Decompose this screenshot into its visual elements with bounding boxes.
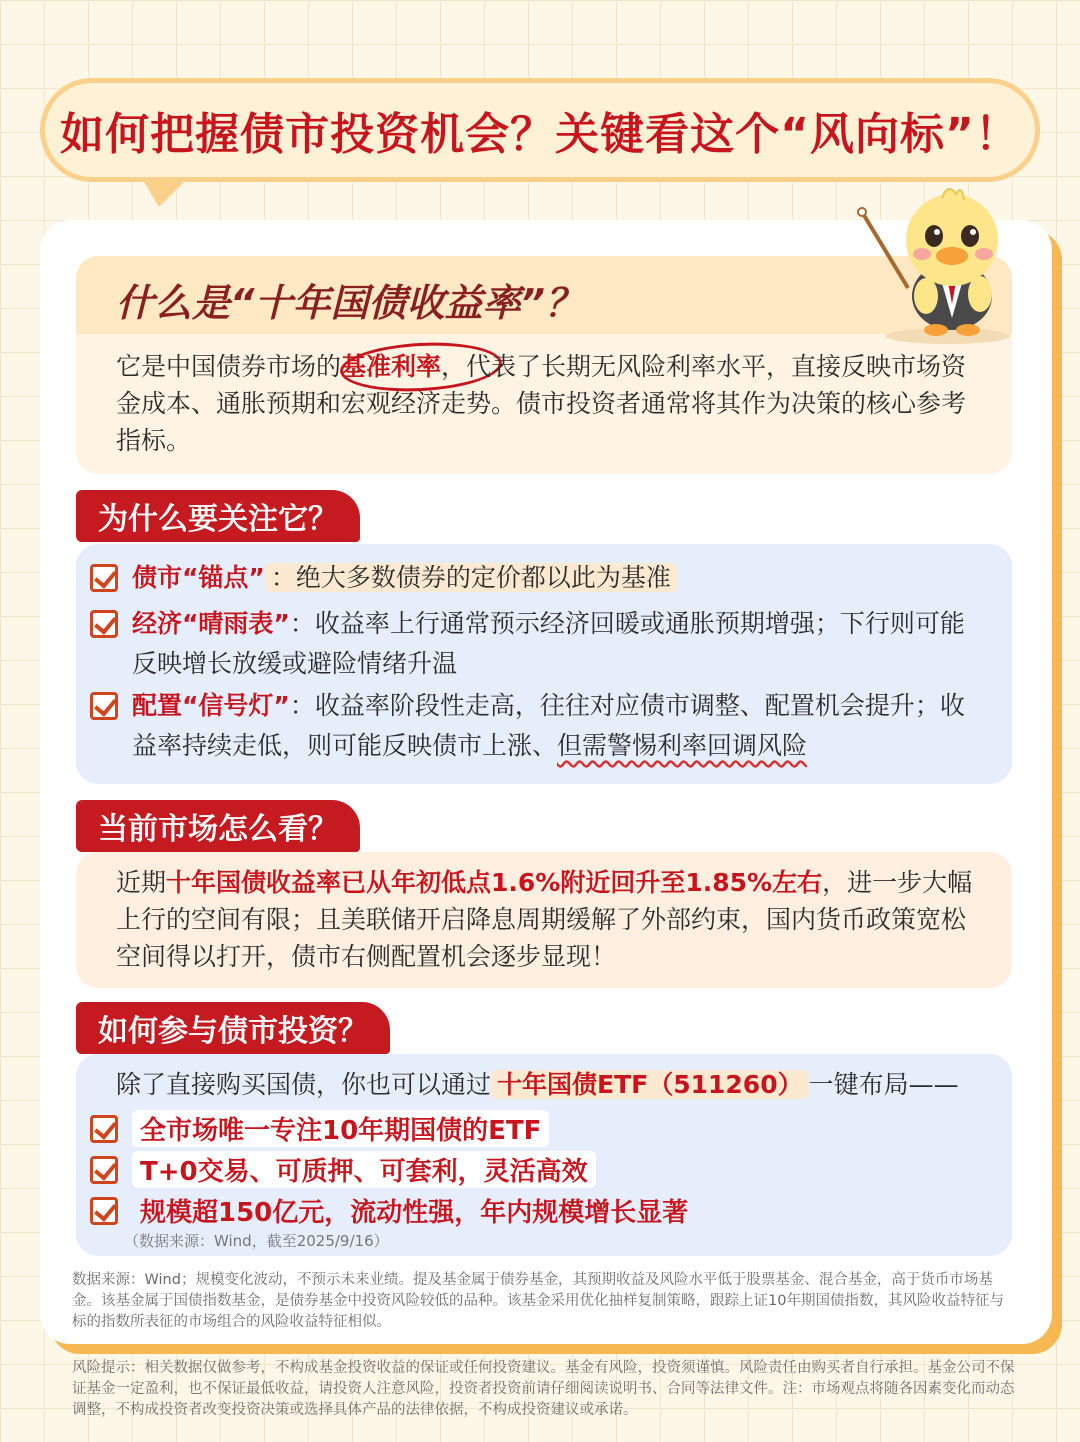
section3-highlight: 十年国债收益率已从年初低点1.6%附近回升至1.85%左右 [166, 868, 823, 897]
list-item [90, 1192, 696, 1229]
risk-note: 风险提示：相关数据仅做参考，不构成基金投资收益的保证或任何投资建议。基金有风险，投资须谨慎。风险责任由购买者自行承担。基金公司不保证基金一定盈利，也不保证最低收益，请投资人注意风险，投资者投资前请仔细阅读说明书、合同等法律文件。注：市场观点将随各因素变化而动态调整，不构成投资者改变投资决策或选择具体产品的法律依据，不构成投资建议或承诺。 [72, 1360, 1015, 1418]
section3-text-before: 近期 [116, 868, 167, 897]
card-footnote: 数据来源：Wind；规模变化波动，不预示未来业绩。提及基金属于债券基金，其预期收益及风险水平低于股票基金、混合基金，高于货币市场基金。该基金属于国债指数基金，是债券基金中投资风险较低的品种。该基金采用优化抽样复制策略，跟踪上证10年期国债指数，其风险收益特征与标的指数所表征的市场组合的风险收益特征相似。 [72, 1272, 1004, 1330]
item-label: 配置“信号灯” [132, 691, 290, 720]
list-item [90, 1151, 596, 1188]
section3-tag: 当前市场怎么看？ [76, 800, 360, 852]
section2-tag: 为什么要关注它？ [76, 490, 360, 542]
duck-mascot-icon [856, 178, 1026, 348]
list-item [90, 604, 970, 684]
data-source-note: （数据来源：Wind，截至2025/9/16） [124, 1232, 389, 1250]
etf-name: 十年国债ETF（511260） [491, 1070, 809, 1099]
item-text: ：绝大多数债券的定价都以此为基准 [265, 563, 677, 592]
section4-intro-before: 除了直接购买国债，你也可以通过 [116, 1070, 492, 1099]
list-item [90, 558, 990, 598]
section1-text-after: ，代表了长期无风险利率水平，直接反映市场资金成本、通胀预期和宏观经济走势。债市投资者通常将其作为决策的核心参考指标。 [116, 352, 967, 455]
item-text: ：收益率阶段性走高，往往对应债市调整、配置机会提升；收益率持续走低，则可能反映债市上涨、 [132, 691, 965, 760]
item-text: ：收益率上行通常预示经济回暖或通胀预期增强；下行则可能反映增长放缓或避险情绪升温 [132, 609, 965, 678]
etf-feature: 全市场唯一专注10年期国债的ETF [132, 1110, 549, 1147]
checkbox-icon [90, 692, 118, 720]
item-label: 经济“晴雨表” [132, 609, 290, 638]
section3-text-after: ，进一步大幅上行的空间有限；且美联储开启降息周期缓解了外部约束，国内货币政策宽松空间得以打开，债市右侧配置机会逐步显现！ [116, 868, 973, 971]
checkbox-icon [90, 1156, 118, 1184]
list-item [90, 686, 980, 766]
section1-text-before: 它是中国债券市场的 [116, 352, 342, 381]
checkbox-icon [90, 564, 118, 592]
item-warning: 但需警惕利率回调风险 [557, 731, 808, 760]
checkbox-icon [90, 610, 118, 638]
list-item [90, 1110, 549, 1147]
checkbox-icon [90, 1197, 118, 1225]
section4-intro [116, 1066, 996, 1103]
item-label: 债市“锚点” [132, 563, 265, 592]
title-bubble [40, 78, 1040, 182]
section4-intro-after: 一键布局—— [808, 1070, 959, 1099]
section4-tag: 如何参与债市投资？ [76, 1002, 390, 1054]
page-title: 如何把握债市投资机会？关键看这个“风向标”！ [60, 109, 1020, 160]
checkbox-icon [90, 1115, 118, 1143]
section1-text [116, 348, 986, 459]
section3-text [116, 864, 986, 975]
etf-feature: 规模超150亿元，流动性强，年内规模增长显著 [140, 1198, 689, 1228]
section1-heading: 什么是“十年国债收益率”？ [116, 281, 583, 325]
section1-highlight: 基准利率 [341, 352, 442, 381]
etf-feature: T+0交易、可质押、可套利，灵活高效 [132, 1151, 596, 1188]
